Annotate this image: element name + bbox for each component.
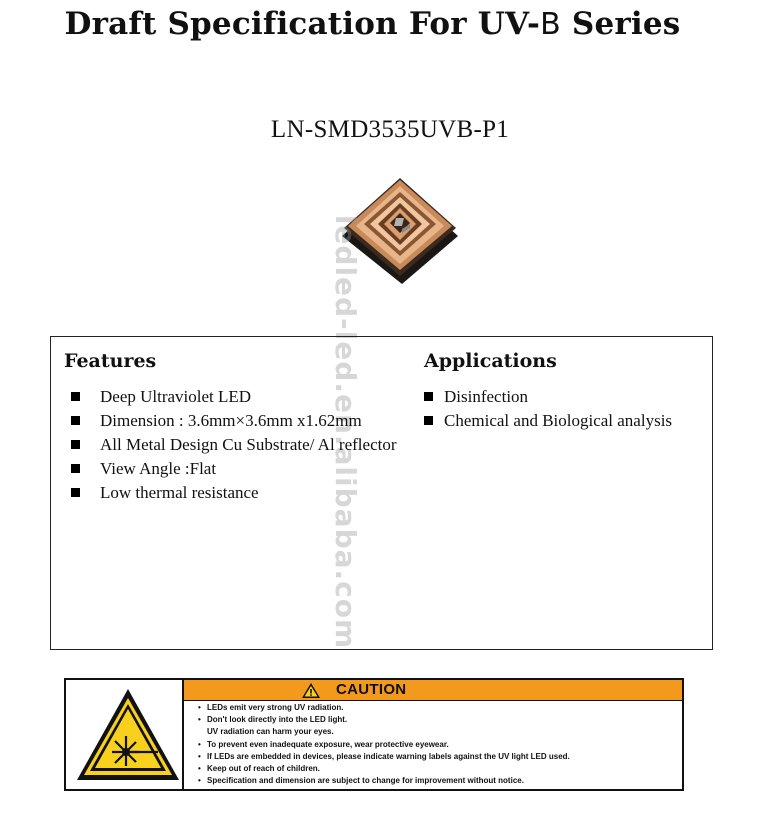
laser-warning-sign-icon — [74, 686, 182, 784]
bullet-square-icon — [424, 416, 433, 425]
bullet-square-icon — [71, 440, 80, 449]
feature-item: View Angle :Flat — [70, 457, 397, 481]
application-item: Chemical and Biological analysis — [424, 409, 672, 433]
caution-line: • Keep out of reach of children. — [198, 764, 320, 774]
watermark-text: ledled-led.en.alibaba.com — [329, 214, 362, 650]
features-heading: Features — [64, 350, 157, 372]
model-number: LN-SMD3535UVB-P1 — [270, 116, 510, 143]
caution-line: • If LEDs are embedded in devices, please indicate warning labels against the UV light LED used. — [198, 751, 570, 761]
bullet-square-icon — [71, 392, 80, 401]
features-applications-box — [50, 336, 713, 650]
feature-item: Low thermal resistance — [70, 481, 397, 505]
page-title — [0, 6, 745, 42]
title-prefix: Draft Specification For UV- — [64, 6, 541, 42]
features-list — [70, 385, 397, 505]
title-suffix: Series — [560, 6, 681, 42]
caution-header — [184, 680, 682, 701]
caution-line: • Specification and dimension are subject to change for improvement without notice. — [198, 776, 524, 786]
caution-line: • LEDs emit very strong UV radiation. — [198, 703, 344, 712]
title-letter: B — [540, 7, 561, 42]
bullet-square-icon — [71, 488, 80, 497]
caution-panel — [64, 678, 684, 791]
led-chip-image — [330, 166, 470, 286]
feature-item: All Metal Design Cu Substrate/ Al reflector — [70, 433, 397, 457]
feature-item: Deep Ultraviolet LED — [70, 385, 397, 409]
applications-heading: Applications — [424, 350, 557, 372]
application-item: Disinfection — [424, 385, 672, 409]
caution-label: CAUTION — [336, 681, 407, 698]
caution-line: UV radiation can harm your eyes. — [207, 727, 334, 737]
applications-list — [424, 385, 672, 433]
bullet-square-icon — [71, 464, 80, 473]
bullet-square-icon — [71, 416, 80, 425]
caution-line: • Don't look directly into the LED light. — [198, 715, 348, 725]
caution-list — [198, 702, 570, 787]
warning-triangle-icon — [301, 682, 321, 699]
feature-item: Dimension : 3.6mm×3.6mm x1.62mm — [70, 409, 397, 433]
caution-line: • To prevent even inadequate exposure, wear protective eyewear. — [198, 739, 449, 749]
bullet-square-icon — [424, 392, 433, 401]
